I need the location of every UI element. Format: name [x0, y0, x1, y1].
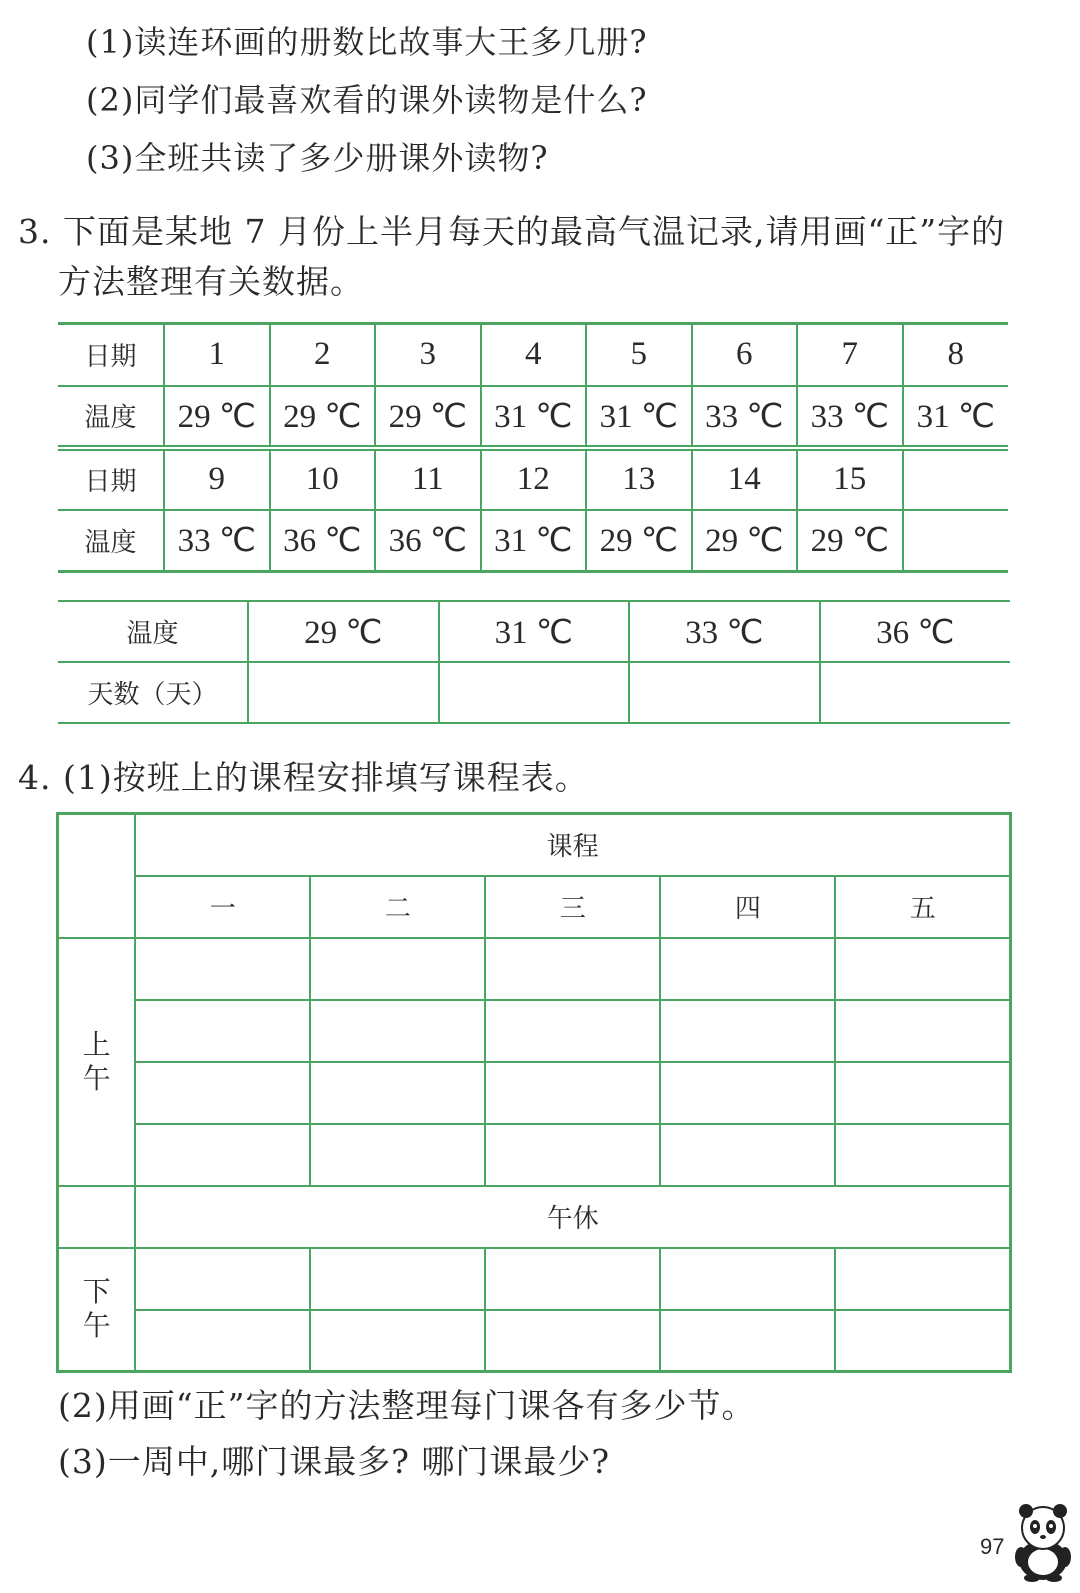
morning-period-row: [58, 1062, 1011, 1124]
schedule-cell[interactable]: [135, 1248, 310, 1310]
question-2-item-1: (1)读连环画的册数比故事大王多几册?: [86, 23, 648, 61]
noon-break-label: 午休: [135, 1186, 1010, 1248]
schedule-cell[interactable]: [660, 1062, 835, 1124]
date-cell: 13: [586, 448, 692, 510]
schedule-cell[interactable]: [660, 1248, 835, 1310]
temp-cell: 31 ℃: [481, 386, 587, 448]
temp-label: 温度: [58, 386, 164, 448]
tally-temp-cell: 31 ℃: [439, 601, 630, 662]
afternoon-period-row: [58, 1248, 1011, 1310]
date-label: 日期: [58, 324, 164, 386]
date-cell: 2: [270, 324, 376, 386]
temp-cell: 29 ℃: [164, 386, 270, 448]
page-number: 97: [980, 1534, 1005, 1559]
afternoon-label-text: 下 午: [82, 1275, 111, 1343]
date-cell: 1: [164, 324, 270, 386]
schedule-cell[interactable]: [835, 1248, 1010, 1310]
morning-period-row: [58, 1000, 1011, 1062]
schedule-cell[interactable]: [485, 1000, 660, 1062]
morning-period-row: [58, 938, 1011, 1000]
schedule-cell[interactable]: [135, 1310, 310, 1372]
temp-cell-empty: [903, 510, 1009, 572]
temp-label: 温度: [58, 510, 164, 572]
date-row-1: [58, 324, 1008, 386]
schedule-cell[interactable]: [135, 1124, 310, 1186]
temp-cell: 33 ℃: [164, 510, 270, 572]
schedule-cell[interactable]: [310, 1124, 485, 1186]
temp-row-2: [58, 510, 1008, 572]
temp-cell: 29 ℃: [692, 510, 798, 572]
noon-break-row: [58, 1186, 1011, 1248]
day-label: 一: [135, 876, 310, 938]
schedule-cell[interactable]: [660, 1000, 835, 1062]
schedule-cell[interactable]: [310, 1062, 485, 1124]
schedule-cell[interactable]: [835, 1310, 1010, 1372]
date-cell: 10: [270, 448, 376, 510]
schedule-cell[interactable]: [835, 1062, 1010, 1124]
date-cell: 4: [481, 324, 587, 386]
tally-temp-label: 温度: [58, 601, 248, 662]
schedule-cell[interactable]: [485, 1248, 660, 1310]
schedule-header: 课程: [135, 814, 1010, 876]
date-cell: 8: [903, 324, 1009, 386]
question-2-item-2: (2)同学们最喜欢看的课外读物是什么?: [86, 81, 648, 119]
schedule-cell[interactable]: [310, 938, 485, 1000]
noon-corner-cell: [58, 1186, 136, 1248]
temperature-tally-table: [58, 600, 1010, 724]
temp-cell: 31 ℃: [586, 386, 692, 448]
temp-cell: 29 ℃: [586, 510, 692, 572]
tally-days-cell[interactable]: [439, 662, 630, 723]
schedule-days-row: [58, 876, 1011, 938]
temp-cell: 31 ℃: [903, 386, 1009, 448]
schedule-cell[interactable]: [835, 1000, 1010, 1062]
date-cell-empty: [903, 448, 1009, 510]
date-cell: 6: [692, 324, 798, 386]
date-cell: 15: [797, 448, 903, 510]
schedule-cell[interactable]: [135, 1000, 310, 1062]
day-label: 二: [310, 876, 485, 938]
day-label: 三: [485, 876, 660, 938]
schedule-cell[interactable]: [660, 1124, 835, 1186]
tally-days-cell[interactable]: [629, 662, 820, 723]
schedule-cell[interactable]: [660, 938, 835, 1000]
afternoon-period-row: [58, 1310, 1011, 1372]
temp-cell: 36 ℃: [270, 510, 376, 572]
question-3-text-line2: 方法整理有关数据。: [58, 262, 364, 301]
temp-cell: 29 ℃: [375, 386, 481, 448]
panda-mascot-icon: [1012, 1502, 1074, 1586]
morning-label-text: 上 午: [82, 1027, 111, 1095]
temp-cell: 29 ℃: [797, 510, 903, 572]
date-cell: 11: [375, 448, 481, 510]
schedule-header-row: [58, 814, 1011, 876]
date-cell: 7: [797, 324, 903, 386]
date-cell: 12: [481, 448, 587, 510]
question-2-item-3: (3)全班共读了多少册课外读物?: [86, 139, 549, 177]
temperature-record-table: [58, 322, 1008, 573]
schedule-cell[interactable]: [485, 1062, 660, 1124]
temp-cell: 29 ℃: [270, 386, 376, 448]
date-label: 日期: [58, 448, 164, 510]
question-4-text-line2: (2)用画“正”字的方法整理每门课各有多少节。: [58, 1386, 756, 1425]
schedule-cell[interactable]: [310, 1000, 485, 1062]
schedule-cell[interactable]: [485, 938, 660, 1000]
schedule-corner-cell: [58, 814, 136, 938]
temp-cell: 33 ℃: [692, 386, 798, 448]
temp-cell: 31 ℃: [481, 510, 587, 572]
tally-days-row: [58, 662, 1010, 723]
day-label: 五: [835, 876, 1010, 938]
tally-temp-row: [58, 601, 1010, 662]
temp-cell: 36 ℃: [375, 510, 481, 572]
schedule-cell[interactable]: [135, 1062, 310, 1124]
schedule-cell[interactable]: [835, 1124, 1010, 1186]
date-cell: 5: [586, 324, 692, 386]
question-3-text-line1: 3. 下面是某地 7 月份上半月每天的最高气温记录,请用画“正”字的: [18, 212, 1006, 251]
day-label: 四: [660, 876, 835, 938]
temp-cell: 33 ℃: [797, 386, 903, 448]
schedule-cell[interactable]: [660, 1310, 835, 1372]
tally-temp-cell: 29 ℃: [248, 601, 439, 662]
temp-row-1: [58, 386, 1008, 448]
date-cell: 9: [164, 448, 270, 510]
morning-period-row: [58, 1124, 1011, 1186]
tally-days-cell[interactable]: [248, 662, 439, 723]
class-schedule-table: [56, 812, 1012, 1373]
tally-days-cell[interactable]: [820, 662, 1011, 723]
question-4-text-line1: 4. (1)按班上的课程安排填写课程表。: [18, 758, 589, 797]
tally-temp-cell: 33 ℃: [629, 601, 820, 662]
question-4-text-line3: (3)一周中,哪门课最多? 哪门课最少?: [58, 1442, 611, 1481]
morning-label: [58, 938, 136, 1186]
afternoon-label: [58, 1248, 136, 1372]
schedule-cell[interactable]: [485, 1124, 660, 1186]
date-cell: 3: [375, 324, 481, 386]
schedule-cell[interactable]: [310, 1310, 485, 1372]
schedule-cell[interactable]: [135, 938, 310, 1000]
date-cell: 14: [692, 448, 798, 510]
tally-days-label: 天数（天）: [58, 662, 248, 723]
schedule-cell[interactable]: [310, 1248, 485, 1310]
schedule-cell[interactable]: [485, 1310, 660, 1372]
tally-temp-cell: 36 ℃: [820, 601, 1011, 662]
schedule-cell[interactable]: [835, 938, 1010, 1000]
date-row-2: [58, 448, 1008, 510]
